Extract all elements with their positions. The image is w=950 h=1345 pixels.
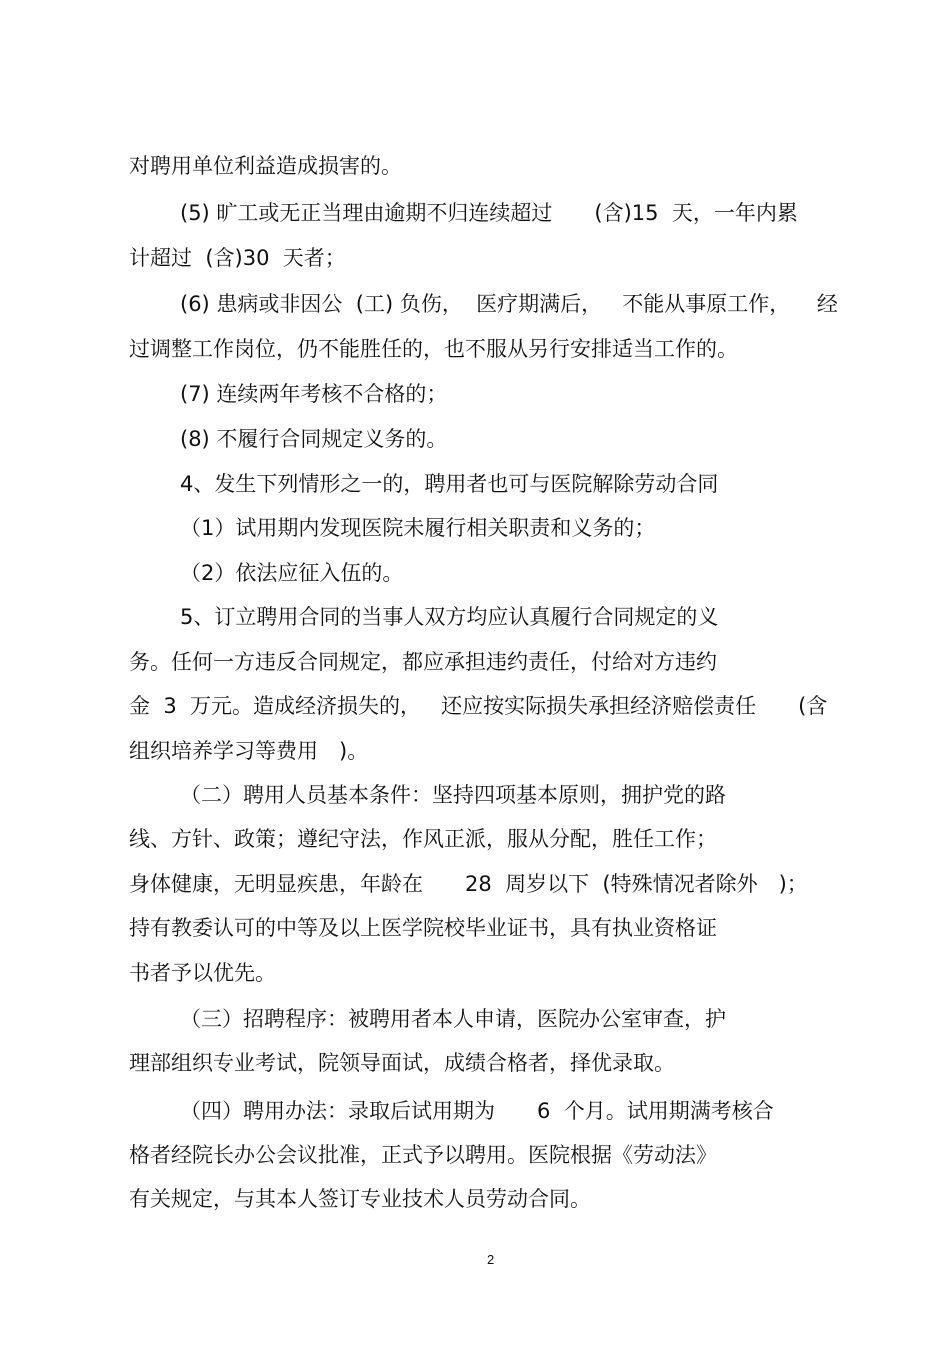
text-line: （1）试用期内发现医院未履行相关职责和义务的；: [180, 516, 656, 540]
text-line: 持有教委认可的中等及以上医学院校毕业证书，具有执业资格证: [129, 916, 717, 940]
text-line: 理部组织专业考试，院领导面试，成绩合格者，择优录取。: [129, 1051, 675, 1075]
text-line: 务。任何一方违反合同规定，都应承担违约责任，付给对方违约: [129, 650, 717, 674]
text-line: 线、方针、政策；遵纪守法，作风正派，服从分配，胜任工作；: [129, 827, 717, 851]
text-line: 对聘用单位利益造成损害的。: [129, 154, 402, 178]
text-line: 格者经院长办公会议批准，正式予以聘用。医院根据《劳动法》: [129, 1143, 717, 1167]
text-line: （四）聘用办法：录取后试用期为 6 个月。试用期满考核合: [180, 1099, 774, 1123]
text-line: 过调整工作岗位，仍不能胜任的，也不服从另行安排适当工作的。: [129, 337, 738, 361]
text-line: (7) 连续两年考核不合格的；: [180, 382, 448, 406]
text-line: （二）聘用人员基本条件：坚持四项基本原则，拥护党的路: [180, 783, 726, 807]
text-line: 金 3 万元。造成经济损失的， 还应按实际损失承担经济赔偿责任 (含: [129, 694, 828, 718]
text-line: 身体健康，无明显疾患，年龄在 28 周岁以下 (特殊情况者除外 )；: [129, 872, 808, 896]
text-line: (6) 患病或非因公 (工) 负伤， 医疗期满后， 不能从事原工作， 经: [180, 292, 838, 316]
text-line: 组织培养学习等费用 )。: [129, 739, 369, 763]
text-line: 计超过 (含)30 天者；: [129, 246, 346, 270]
text-line: 有关规定，与其本人签订专业技术人员劳动合同。: [129, 1187, 591, 1211]
text-line: （2）依法应征入伍的。: [180, 561, 404, 585]
text-line: (5) 旷工或无正当理由逾期不归连续超过 (含)15 天，一年内累: [180, 201, 798, 225]
text-line: 5、订立聘用合同的当事人双方均应认真履行合同规定的义: [180, 605, 719, 629]
page-number: 2: [487, 1252, 495, 1267]
text-line: 4、发生下列情形之一的，聘用者也可与医院解除劳动合同: [180, 472, 719, 496]
text-line: （三）招聘程序：被聘用者本人申请，医院办公室审查，护: [180, 1007, 726, 1031]
text-line: 书者予以优先。: [129, 961, 276, 985]
text-line: (8) 不履行合同规定义务的。: [180, 427, 448, 451]
